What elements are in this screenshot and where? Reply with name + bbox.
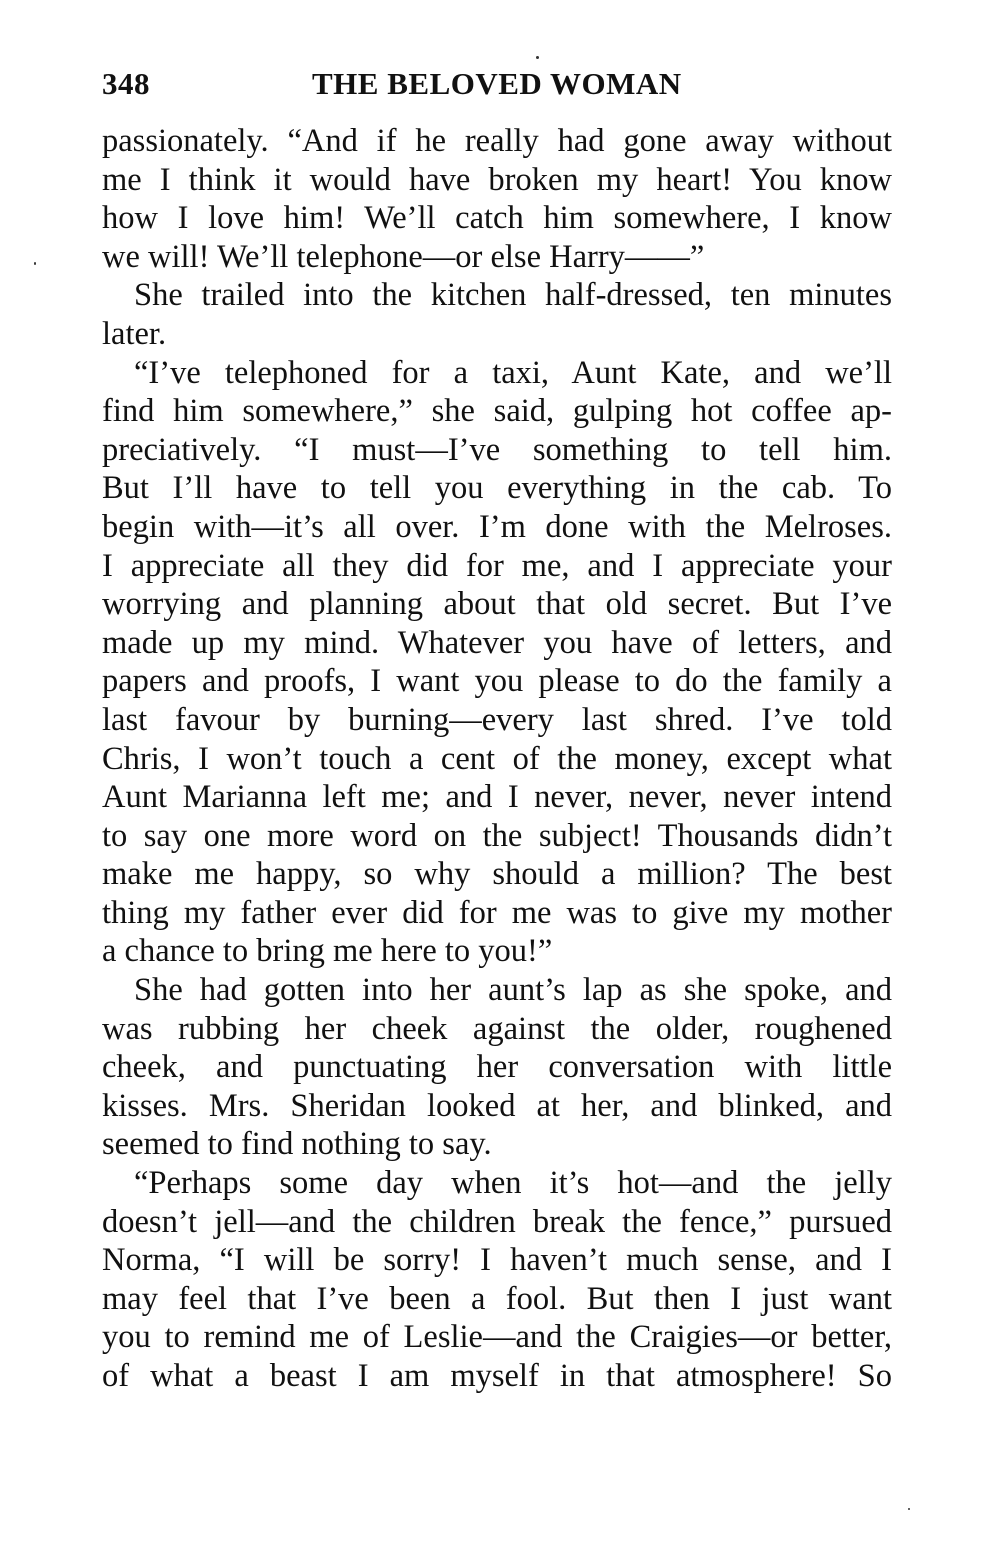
body-text	[102, 122, 892, 1396]
text-line: a chance to bring me here to you!”	[102, 933, 553, 970]
text-line: of what a beast I am myself in that atmosphere! So	[102, 1358, 892, 1394]
text-line: last favour by burning—every last shred. I’ve told	[102, 701, 892, 738]
text-line: you to remind me of Leslie—and the Craigies—or better,	[102, 1319, 892, 1356]
text-line: made up my mind. Whatever you have of letters, and	[102, 624, 892, 661]
text-line: later.	[102, 315, 167, 352]
text-line: But I’ll have to tell you everything in the cab. To	[102, 470, 892, 507]
text-line: She trailed into the kitchen half-dressed, ten minutes	[134, 277, 892, 314]
text-line: “I’ve telephoned for a taxi, Aunt Kate, and we’ll	[134, 354, 892, 391]
text-line: “Perhaps some day when it’s hot—and the jelly	[134, 1165, 892, 1202]
text-line: worrying and planning about that old secret. But I’ve	[102, 586, 892, 623]
page-number: 348	[102, 66, 150, 101]
text-line: doesn’t jell—and the children break the fence,” pursued	[102, 1203, 892, 1240]
print-speck	[536, 56, 539, 59]
text-line: papers and proofs, I want you please to do the family a	[102, 663, 892, 700]
text-line: She had gotten into her aunt’s lap as she spoke, and	[134, 972, 892, 1009]
text-line: Aunt Marianna left me; and I never, never, never intend	[102, 779, 892, 816]
text-line: kisses. Mrs. Sheridan looked at her, and blinked, and	[102, 1087, 892, 1124]
text-line: passionately. “And if he really had gone away without	[102, 123, 892, 159]
text-line: was rubbing her cheek against the older, roughened	[102, 1010, 892, 1047]
text-line: I appreciate all they did for me, and I appreciate your	[102, 547, 892, 584]
text-line: thing my father ever did for me was to give my mother	[102, 894, 892, 931]
text-line: make me happy, so why should a million? The best	[102, 856, 892, 893]
running-title: THE BELOVED WOMAN	[312, 66, 682, 101]
text-line: Norma, “I will be sorry! I haven’t much sense, and I	[102, 1242, 892, 1279]
text-line: seemed to find nothing to say.	[102, 1126, 492, 1163]
text-line: begin with—it’s all over. I’m done with the Melroses.	[102, 508, 892, 545]
text-line: find him somewhere,” she said, gulping hot coffee ap-	[102, 393, 892, 430]
text-line: we will! We’ll telephone—or else Harry——”	[102, 238, 705, 275]
text-line: may feel that I’ve been a fool. But then I just want	[102, 1280, 892, 1317]
page-header	[102, 66, 892, 106]
text-line: to say one more word on the subject! Thousands didn’t	[102, 817, 892, 854]
text-line: me I think it would have broken my heart! You know	[102, 161, 892, 198]
text-line: preciatively. “I must—I’ve something to tell him.	[102, 431, 892, 468]
print-speck	[34, 262, 36, 265]
print-speck	[908, 1508, 910, 1510]
text-line: how I love him! We’ll catch him somewhere, I know	[102, 200, 892, 237]
text-line: cheek, and punctuating her conversation with little	[102, 1049, 892, 1086]
text-line: Chris, I won’t touch a cent of the money, except what	[102, 740, 892, 777]
